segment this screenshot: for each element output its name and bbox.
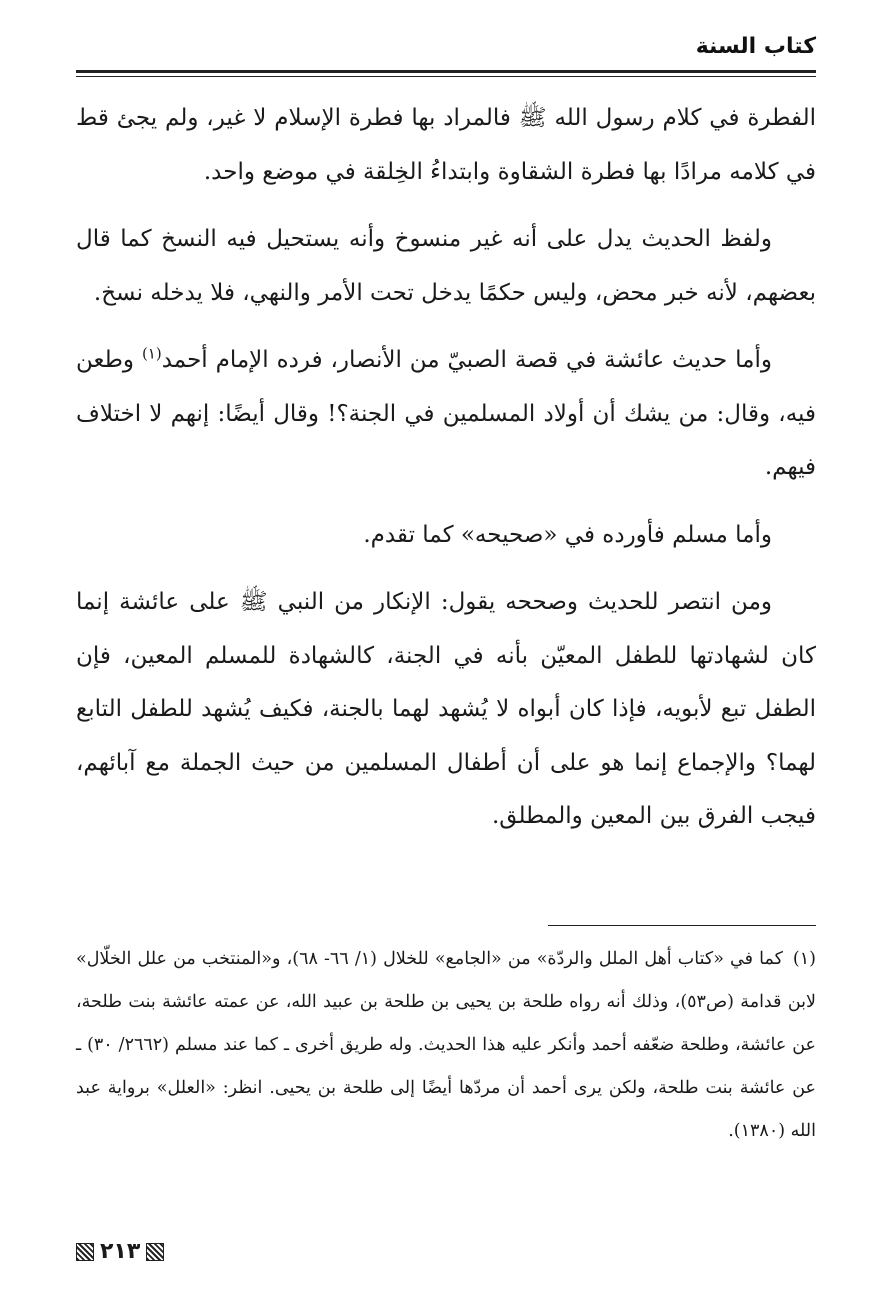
- main-text: [76, 92, 816, 858]
- ornament-left-icon: [76, 1243, 94, 1261]
- paragraph-3: [76, 334, 816, 495]
- footnote-text: كما في «كتاب أهل الملل والردّة» من «الجامع» للخلال (١/ ٦٦- ٦٨)، و«المنتخب من علل الخلّال» لابن قدامة (ص٥٣)، وذلك أنه رواه طلحة بن يحيى بن طلحة بن عبيد الله، عن عمته عائشة بنت طلحة، عن عائشة، وطلحة ضعّفه أحمد وأنكر عليه هذا الحديث. وله طريق أخرى ـ كما عند مسلم (٢٦٦٢/ ٣٠) ـ عن عائشة بنت طلحة، ولكن يرى أحمد أن مردّها أيضًا إلى طلحة بن يحيى. انظر: «العلل» برواية عبد الله (١٣٨٠).: [76, 949, 817, 1141]
- page-number-block: [76, 1239, 164, 1264]
- footnote-marker[interactable]: (١): [141, 344, 162, 363]
- paragraph-4: وأما مسلم فأورده في «صحيحه» كما تقدم.: [363, 521, 772, 548]
- paragraph-5: ومن انتصر للحديث وصححه يقول: الإنكار من النبي ﷺ على عائشة إنما كان لشهادتها للطفل المعيّن بأنه في الجنة، كالشهادة للمسلم المعين، فإن الطفل تبع لأبويه، فإذا كان أبواه لا يُشهد لهما بالجنة، فكيف يُشهد للطفل التابع لهما؟ والإجماع إنما هو على أن أطفال المسلمين من حيث الجملة مع آبائهم، فيجب الفرق بين المعين والمطلق.: [76, 589, 816, 829]
- paragraph-1: الفطرة في كلام رسول الله ﷺ فالمراد بها فطرة الإسلام لا غير، ولم يجئ قط في كلامه مرادًا بها فطرة الشقاوة وابتداءُ الخِلقة في موضع واحد.: [76, 105, 816, 185]
- running-header-title: كتاب السنة: [695, 34, 816, 59]
- header-rule-thick: [76, 70, 816, 73]
- ornament-right-icon: [146, 1243, 164, 1261]
- footnote-separator: [548, 925, 816, 926]
- paragraph-3-text: وأما حديث عائشة في قصة الصبيّ من الأنصار، فرده الإمام أحمد: [161, 347, 772, 373]
- header-rule-thin: [76, 76, 816, 77]
- footnote-number: (١): [792, 949, 816, 969]
- page-number: ٢١٣: [100, 1239, 141, 1264]
- paragraph-3-continued: وطعن فيه، وقال: من يشك أن أولاد المسلمين في الجنة؟! وقال أيضًا: إنهم لا اختلاف فيهم.: [76, 347, 816, 480]
- paragraph-2: ولفظ الحديث يدل على أنه غير منسوخ وأنه يستحيل فيه النسخ كما قال بعضهم، لأنه خبر محض، وليس حكمًا يدخل تحت الأمر والنهي، فلا يدخله نسخ.: [76, 226, 816, 306]
- footnote: [76, 938, 816, 1153]
